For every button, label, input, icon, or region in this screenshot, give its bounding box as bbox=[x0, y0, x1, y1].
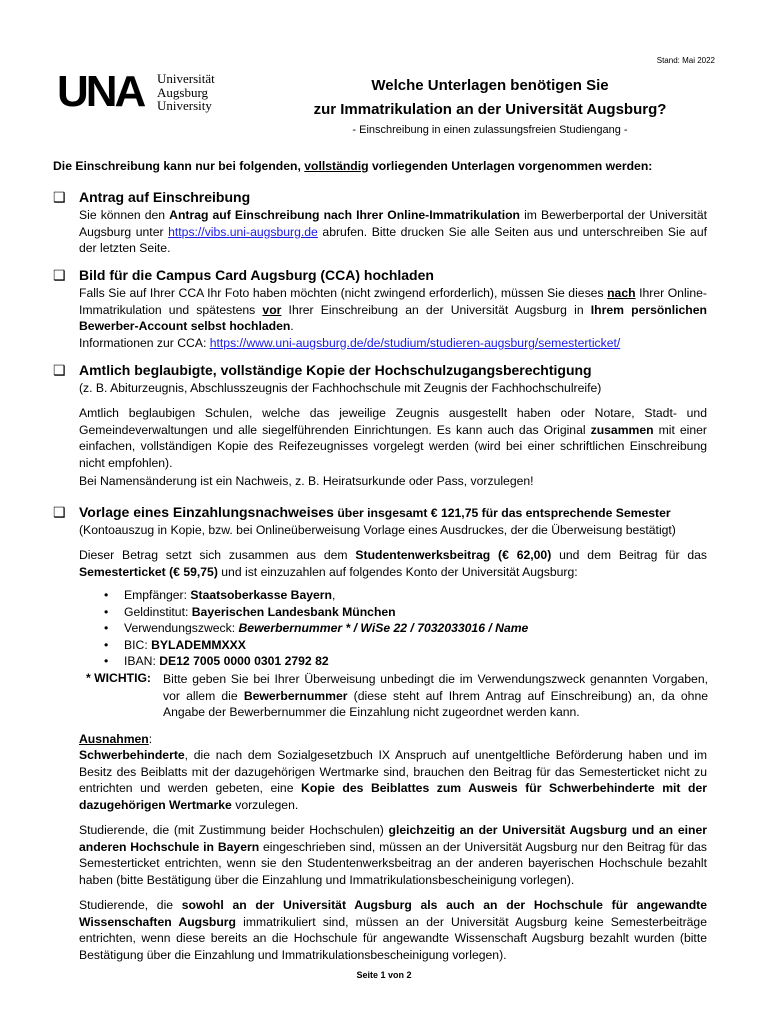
section-subtitle-payment: (Kontoauszug in Kopie, bzw. bei Onlineüberweisung Vorlage eines Ausdruckes, der die Überweisung bestätigt) bbox=[79, 523, 676, 537]
cca-info-link[interactable]: https://www.uni-augsburg.de/de/studium/studieren-augsburg/semesterticket/ bbox=[209, 335, 621, 350]
text: Ihrer Einschreibung an der Universität Augsburg in bbox=[281, 302, 591, 317]
text-bold: Studentenwerksbeitrag (€ 62,00) bbox=[355, 548, 552, 562]
text-bold: Semesterticket (€ 59,75) bbox=[79, 564, 218, 579]
text: Sie können den bbox=[79, 208, 170, 222]
list-item bbox=[104, 587, 528, 604]
bank-label: Geldinstitut: bbox=[124, 604, 192, 619]
text: Studierende, die (mit Zustimmung beider Hochschulen) bbox=[79, 823, 389, 837]
text-bold: vor bbox=[262, 302, 282, 317]
intro-after: vorliegenden Unterlagen vorgenommen werden: bbox=[368, 159, 653, 173]
text-bold: Ihrem persönlichen Bewerber-Account selbst hochladen bbox=[79, 302, 707, 333]
text-bold: nach bbox=[607, 286, 636, 300]
text: : bbox=[148, 732, 153, 746]
section-text-hzb bbox=[79, 405, 707, 471]
logo-line-3: University bbox=[157, 98, 212, 113]
section-heading-antrag bbox=[53, 189, 250, 206]
logo-line-2: Augsburg bbox=[157, 84, 209, 100]
page-subtitle: - Einschreibung in einen zulassungsfreien Studiengang - bbox=[352, 124, 628, 136]
intro-text bbox=[53, 159, 652, 173]
section-title: Amtlich beglaubigte, vollständige Kopie der Hochschulzugangsberechtigung bbox=[79, 362, 592, 378]
section-title-tail: über insgesamt € 121,75 für das entsprechende Semester bbox=[333, 506, 671, 520]
page-number: Seite 1 von 2 bbox=[356, 970, 412, 980]
bank-label: Verwendungszweck: bbox=[124, 621, 239, 635]
exceptions-paragraph-3 bbox=[79, 897, 707, 963]
university-logo bbox=[57, 67, 227, 116]
text: vorzulegen. bbox=[231, 797, 299, 812]
bank-value: Staatsoberkasse Bayern bbox=[190, 588, 332, 602]
text: Bitte geben Sie bei Ihrer Überweisung unbedingt die im Verwendungszweck genannten Vorgaben, vor allem die bbox=[163, 672, 708, 703]
text: Amtlich beglaubigen Schulen, welche das jeweilige Zeugnis ausgestellt haben oder Notare, Stadt- und Gemeindeverwaltungen und alle siegelführenden Einrichtungen. Es kann auch das Original bbox=[79, 406, 707, 437]
section-heading-hzb bbox=[53, 362, 592, 379]
checkbox-icon: ❑ bbox=[53, 504, 66, 520]
exceptions-paragraph-2 bbox=[79, 822, 707, 888]
section-heading-payment bbox=[53, 504, 671, 521]
text-bold: Antrag auf Einschreibung nach Ihrer Online-Immatrikulation bbox=[169, 208, 520, 222]
checkbox-icon: ❑ bbox=[53, 189, 66, 205]
text: eingeschrieben sind, müssen an der Universität Augsburg nur den Beitrag für das Semesterticket entrichten, wenn sie den Studentenwerksbeitrag an der anderen bayerischen Hochschule bezahlt haben (bitte Bestätigung über die Einzahlung und Immatrikulationsbescheinigung vorlegen). bbox=[79, 839, 707, 887]
section-text-payment bbox=[79, 547, 707, 580]
bank-value: BYLADEMMXXX bbox=[151, 637, 246, 652]
list-item bbox=[104, 637, 528, 654]
bank-details-list bbox=[104, 587, 528, 670]
text: mit einer einfachen, vollständigen Kopie des Reifezeugnisses vorgelegt werden (wird bei einer schriftlichen Einschreibung nicht empfohlen). bbox=[79, 422, 707, 470]
important-text bbox=[163, 671, 708, 721]
bank-tail: , bbox=[331, 588, 336, 602]
text-bold: Kopie des Beiblattes zum Ausweis für Schwerbehinderte mit der dazugehörigen Wertmarke bbox=[79, 781, 707, 812]
text: Ihrer Online-Immatrikulation und spätestens bbox=[79, 286, 707, 317]
text-bold: Bewerbernummer bbox=[243, 688, 348, 703]
text: Studierende, die bbox=[79, 898, 182, 912]
page-title-line-2: zur Immatrikulation an der Universität Augsburg? bbox=[313, 101, 667, 118]
important-label: * WICHTIG: bbox=[86, 671, 151, 685]
text: und ist einzuzahlen auf folgendes Konto der Universität Augsburg: bbox=[217, 564, 578, 579]
logo-wordmark: UNA bbox=[57, 67, 144, 116]
text: , die nach dem Sozialgesetzbuch IX Anspruch auf unentgeltliche Beförderung haben und im Besitz des Beiblatts mit der dazugehörigen Wertmarke sind, brauchen den Beitrag für das Semesterticket nicht zu entrichten und werden gebeten, eine bbox=[79, 748, 707, 795]
section-title: Vorlage eines Einzahlungsnachweises bbox=[79, 504, 334, 520]
text: immatrikuliert sind, müssen an der Universität Augsburg keine Semesterbeiträge entrichten, wenn diese bereits an die Hochschule für angewandte Wissenschaft Augsburg bezahlt wurden (bitte Bestätigung über die Einzahlung und Immatrikulationsbescheinigung vorlegen). bbox=[79, 914, 707, 962]
section-title: Bild für die Campus Card Augsburg (CCA) hochladen bbox=[79, 267, 434, 283]
list-item bbox=[104, 604, 528, 621]
text: im Bewerberportal der Universität Augsburg unter bbox=[79, 208, 707, 239]
bank-value: Bayerischen Landesbank München bbox=[191, 604, 396, 619]
bank-value: DE12 7005 0000 0301 2792 82 bbox=[159, 654, 329, 668]
text-bold: sowohl an der Universität Augsburg als auch an der Hochschule für angewandte Wissenschaften Augsburg bbox=[79, 898, 708, 929]
exceptions-title: Ausnahmen bbox=[79, 732, 149, 746]
text: und dem Beitrag für das bbox=[551, 548, 708, 562]
text: Falls Sie auf Ihrer CCA Ihr Foto haben möchten (nicht zwingend erforderlich), müssen Sie dieses bbox=[79, 286, 608, 300]
logo-text bbox=[157, 72, 215, 113]
exceptions-heading bbox=[79, 731, 707, 748]
section-text-cca bbox=[79, 285, 707, 351]
list-item bbox=[104, 620, 528, 637]
list-item bbox=[104, 653, 528, 670]
text: . bbox=[290, 319, 294, 333]
exceptions-paragraph-1 bbox=[79, 747, 707, 813]
bank-value: Bewerbernummer * / WiSe 22 / 7032033016 / Name bbox=[238, 621, 529, 635]
text-bold: Schwerbehinderte bbox=[79, 748, 185, 762]
vibs-link[interactable]: https://vibs.uni-augsburg.de bbox=[168, 224, 318, 239]
intro-underlined: vollständig bbox=[304, 159, 369, 173]
text: abrufen. Bitte drucken Sie alle Seiten aus und unterschreiben Sie auf der letzten Seite. bbox=[79, 224, 707, 255]
checkbox-icon: ❑ bbox=[53, 362, 66, 378]
text: (diese steht auf Ihrem Antrag auf Einschreibung) an, da ohne Angabe der Bewerbernummer die Einzahlung nicht zugeordnet werden kann. bbox=[163, 688, 709, 719]
document-date: Stand: Mai 2022 bbox=[656, 56, 715, 65]
logo-line-1: Universität bbox=[157, 71, 215, 86]
intro-before: Die Einschreibung kann nur bei folgenden, bbox=[53, 159, 305, 173]
text-bold: gleichzeitig an der Universität Augsburg und an einer anderen Hochschule in Bayern bbox=[79, 823, 707, 854]
checkbox-icon: ❑ bbox=[53, 267, 66, 283]
section-subtitle-hzb: (z. B. Abiturzeugnis, Abschlusszeugnis der Fachhochschule mit Zeugnis der Fachhochschulreife) bbox=[79, 381, 602, 395]
page-title-line-1: Welche Unterlagen benötigen Sie bbox=[371, 77, 609, 94]
section-title: Antrag auf Einschreibung bbox=[79, 189, 251, 205]
section-note-hzb: Bei Namensänderung ist ein Nachweis, z. B. Heiratsurkunde oder Pass, vorzulegen! bbox=[79, 474, 534, 488]
text: Dieser Betrag setzt sich zusammen aus dem bbox=[79, 548, 356, 562]
section-text-antrag bbox=[79, 207, 707, 257]
bank-label: IBAN: bbox=[124, 654, 160, 668]
text-bold: zusammen bbox=[590, 422, 654, 437]
section-heading-cca bbox=[53, 267, 434, 284]
bank-label: BIC: bbox=[124, 637, 152, 652]
info-label: Informationen zur CCA: bbox=[79, 335, 210, 350]
bank-label: Empfänger: bbox=[124, 588, 191, 602]
